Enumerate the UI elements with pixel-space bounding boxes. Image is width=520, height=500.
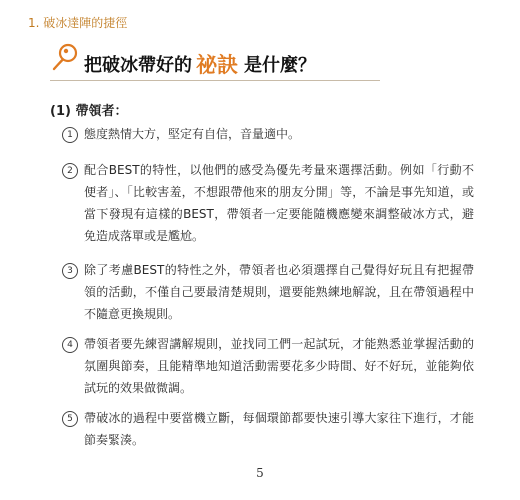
item-text: 態度熱情大方，堅定有自信，音量適中。 [84, 127, 301, 141]
item-number: 1 [62, 127, 78, 143]
divider [50, 80, 380, 81]
subheading: (1) 帶領者： [50, 104, 128, 119]
item-number: 4 [62, 337, 78, 353]
item-text: 帶破冰的過程中要當機立斷，每個環節都要快速引導大家往下進行，才能節奏緊湊。 [84, 411, 474, 447]
item-number: 3 [62, 263, 78, 279]
item-number: 5 [62, 411, 78, 427]
item-text: 帶領者要先練習講解規則，並找同工們一起試玩，才能熟悉並掌握活動的氛圍與節奏，且能精準地知道活動需要花多少時間、好不好玩，並能夠依試玩的效果做微調。 [84, 337, 474, 395]
section-label: 1. 破冰達陣的捷徑 [28, 16, 128, 30]
heading [50, 40, 380, 77]
heading-highlight: 祕訣 [196, 53, 238, 77]
item-text: 配合BEST的特性，以他們的感受為優先考量來選擇活動。例如「行動不便者」、「比較害羞，不想跟帶他來的朋友分開」等，不論是事先知道，或當下發現有這樣的BEST，帶領者一定要能隨機應變來調整破冰方式，避免造成落單或是尷尬。 [84, 163, 474, 243]
page-title [84, 48, 316, 78]
item-number: 2 [62, 163, 78, 179]
item-text: 除了考慮BEST的特性之外，帶領者也必須選擇自己覺得好玩且有把握帶領的活動，不僅自己要最清楚規則，還要能熟練地解說，且在帶領過程中不隨意更換規則。 [84, 263, 474, 321]
page-number: 5 [256, 466, 264, 480]
heading-prefix: 把破冰帶好的 [84, 55, 192, 76]
pushpin-icon [50, 42, 80, 72]
heading-suffix: 是什麼？ [244, 55, 316, 76]
